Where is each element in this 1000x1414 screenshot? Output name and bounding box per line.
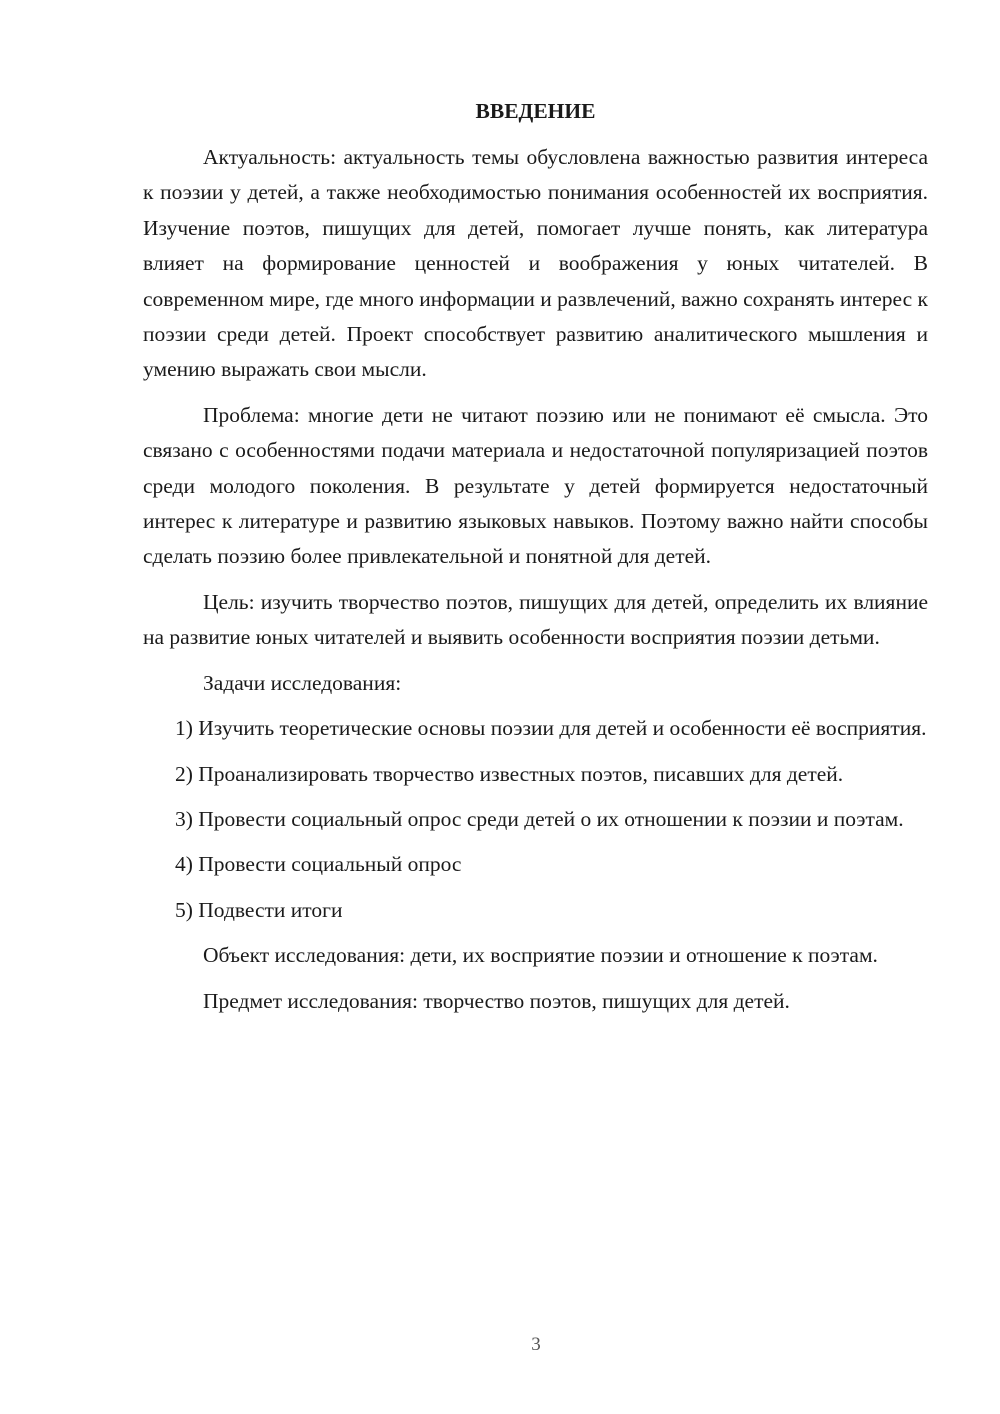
goal-paragraph: Цель: изучить творчество поэтов, пишущих для детей, определить их влияние на развитие юных читателей и выявить особенности восприятия поэзии детьми. (143, 589, 928, 650)
task-item-5: 5) Подвести итоги (175, 897, 343, 922)
research-object-paragraph: Объект исследования: дети, их восприятие поэзии и отношение к поэтам. (203, 943, 878, 968)
task-item-3: 3) Провести социальный опрос среди детей о их отношении к поэзии и поэтам. (175, 806, 904, 831)
page-number: 3 (531, 1334, 541, 1355)
task-item-4: 4) Провести социальный опрос (175, 852, 462, 877)
task-item-2: 2) Проанализировать творчество известных поэтов, писавших для детей. (175, 761, 844, 786)
task-item-1: 1) Изучить теоретические основы поэзии для детей и особенности её восприятия. (175, 716, 927, 741)
document-page (143, 96, 928, 1019)
relevance-paragraph: Актуальность: актуальность темы обусловлена важностью развития интереса к поэзии у детей, а также необходимостью понимания особенностей их восприятия. Изучение поэтов, пишущих для детей, помогает лучше понять, как литература влияет на формирование ценностей и воображения у юных читателей. В современном мире, где много информации и развлечений, важно сохранять интерес к поэзии среди детей. Проект способствует развитию аналитического мышления и умению выражать свои мысли. (143, 145, 928, 382)
problem-paragraph: Проблема: многие дети не читают поэзию или не понимают её смысла. Это связано с особенностями подачи материала и недостаточной популяризацией поэтов среди молодого поколения. В результате у детей формируется недостаточный интерес к литературе и развитию языковых навыков. Поэтому важно найти способы сделать поэзию более привлекательной и понятной для детей. (143, 402, 928, 569)
research-subject-paragraph: Предмет исследования: творчество поэтов, пишущих для детей. (203, 988, 790, 1013)
section-title: ВВЕДЕНИЕ (475, 99, 596, 123)
tasks-heading: Задачи исследования: (203, 670, 402, 695)
